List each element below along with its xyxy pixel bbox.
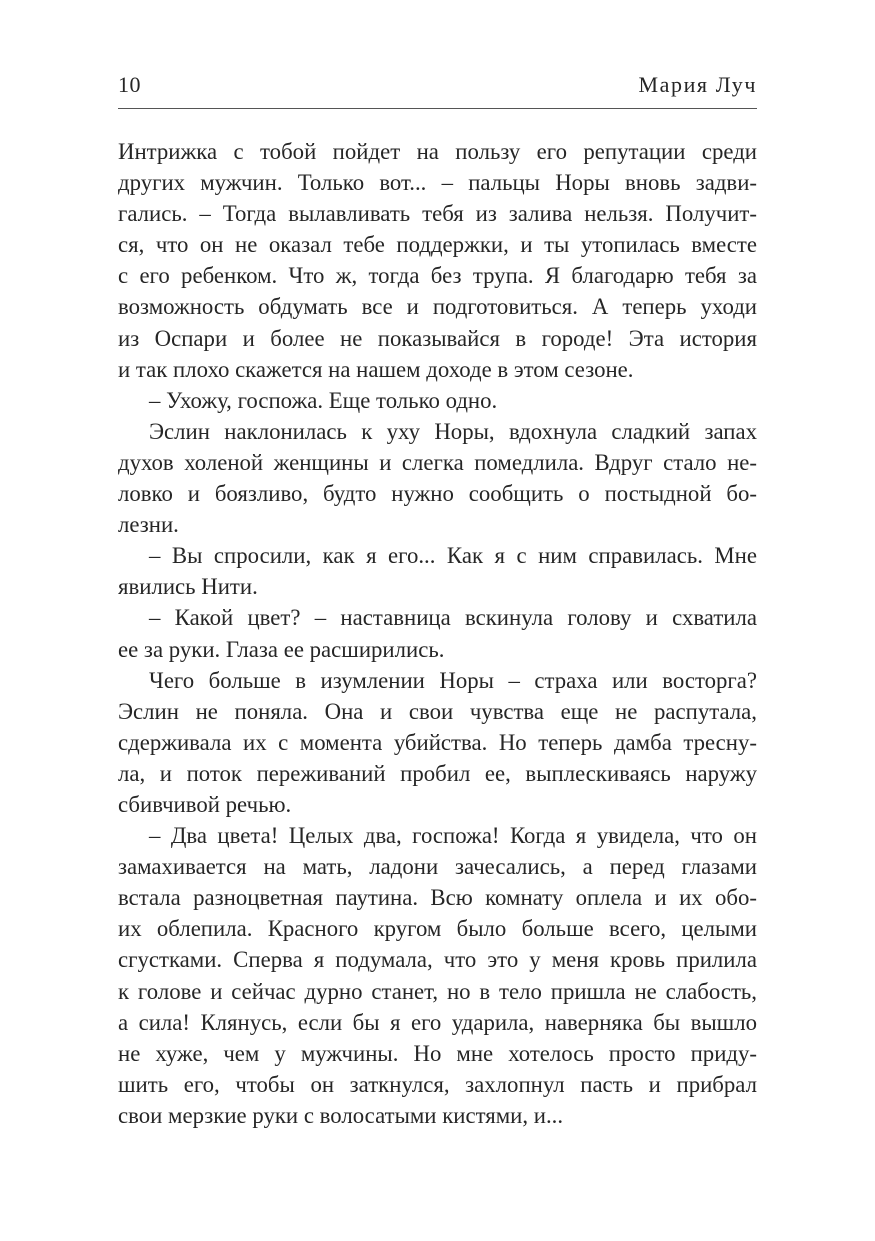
text-line: Чего больше в изумлении Норы – страха или восторга? <box>149 667 757 693</box>
text-line: не хуже, чем у мужчины. Но мне хотелось просто приду- <box>118 1040 757 1066</box>
body-text <box>118 136 757 1131</box>
text-line: ее за руки. Глаза ее расширились. <box>118 636 445 662</box>
text-line: гались. – Тогда вылавливать тебя из залива нельзя. Получит- <box>118 201 757 227</box>
page-number: 10 <box>118 72 141 97</box>
text-line: – Ухожу, госпожа. Еще только одно. <box>149 387 498 413</box>
text-line: и так плохо скажется на нашем доходе в этом сезоне. <box>118 356 634 382</box>
text-line: сгустками. Сперва я подумала, что это у меня кровь прилила <box>118 947 757 973</box>
text-line: Интрижка с тобой пойдет на пользу его репутации среди <box>118 139 757 164</box>
text-line: с его ребенком. Что ж, тогда без трупа. Я благодарю тебя за <box>118 263 757 289</box>
text-line: ла, и поток переживаний пробил ее, выплескиваясь наружу <box>118 760 757 786</box>
text-line: свои мерзкие руки с волосатыми кистями, и... <box>118 1102 564 1128</box>
text-line: замахивается на мать, ладони зачесались, а перед глазами <box>118 854 757 880</box>
text-line: Эслин наклонилась к уху Норы, вдохнула сладкий запах <box>149 418 757 444</box>
text-line: сбивчивой речью. <box>118 791 292 817</box>
text-line: возможность обдумать все и подготовиться. А теперь уходи <box>118 294 757 320</box>
text-line: встала разноцветная паутина. Всю комнату оплела и их обо- <box>118 885 757 911</box>
text-line: Эслин не поняла. Она и свои чувства еще не распутала, <box>118 698 757 724</box>
text-line: к голове и сейчас дурно станет, но в тело пришла не слабость, <box>118 978 757 1004</box>
author-running-head: Мария Луч <box>638 72 757 97</box>
text-line: лезни. <box>118 512 179 538</box>
text-line: явились Нити. <box>118 574 258 600</box>
text-line: – Какой цвет? – наставница вскинула голову и схватила <box>149 605 757 631</box>
header-rule <box>118 108 757 109</box>
page-header <box>118 68 757 102</box>
text-line: из Оспари и более не показывайся в городе! Эта история <box>118 325 757 351</box>
text-line: – Два цвета! Целых два, госпожа! Когда я увидела, что он <box>149 823 757 849</box>
text-line: ся, что он не оказал тебе поддержки, и ты утопилась вместе <box>118 232 757 258</box>
text-line: их облепила. Красного кругом было больше всего, целыми <box>118 916 757 942</box>
text-line: духов холеной женщины и слегка помедлила. Вдруг стало не- <box>118 449 757 475</box>
text-line: ловко и боязливо, будто нужно сообщить о постыдной бо- <box>118 481 757 507</box>
text-line: шить его, чтобы он заткнулся, захлопнул пасть и прибрал <box>118 1071 757 1097</box>
text-line: а сила! Клянусь, если бы я его ударила, наверняка бы вышло <box>118 1009 757 1035</box>
text-line: – Вы спросили, как я его... Как я с ним справилась. Мне <box>149 543 757 569</box>
text-line: сдерживала их с момента убийства. Но теперь дамба тресну- <box>118 729 757 755</box>
text-line: других мужчин. Только вот... – пальцы Норы вновь задви- <box>118 170 757 196</box>
